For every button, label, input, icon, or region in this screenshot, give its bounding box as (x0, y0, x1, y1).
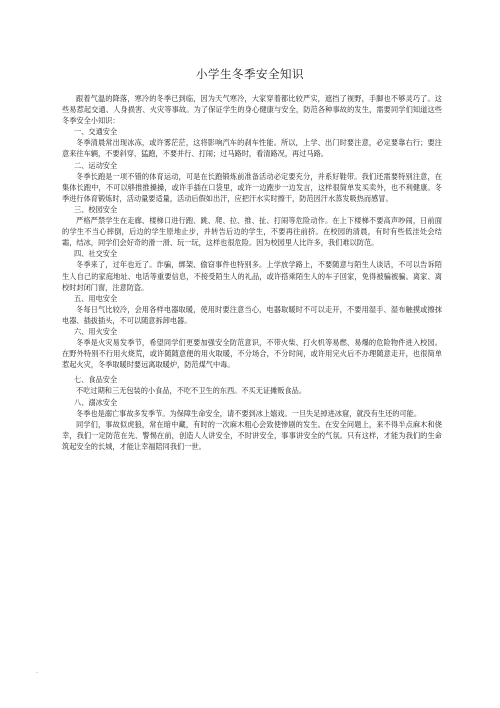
section-body-sports: 冬季长跑是一项不错的体育运动，可是在长跑锻炼前准备活动必定要充分，并系好鞋带。我们还需要特别注意，在集体长跑中，不可以够推推搡搡，或许手插在口袋里，或许一边跑步一边发言，这样很简单发买卖外，也不利健康。冬季进行体育锻炼时，活动量要适量，活动后假如出汗，应把汗水实时擦干，防范因汗水蒸发吸热而感冒。 (62, 171, 442, 203)
section-body-social: 冬季来了，过年也近了。诈骗，绑架、偷窃事件也特别多。上学放学路上，不要随意与陌生人谈话，不可以告诉陌生人自己的家庭地址、电话等重要信息，不接受陌生人的礼品，或许搭乘陌生人的车子回家，免得被骗被骗。离家、离校时封闭门窗，注意防盗。 (62, 260, 442, 292)
section-body-food: 不吃过期和三无包装的小食品，不吃不卫生的东西。不买无证摊贩食品。 (76, 386, 307, 396)
section-heading-sports: 二、运动安全 (74, 160, 118, 170)
closing-paragraph: 同学们，事故似虎狼，常在暗中藏，有时的一次麻木粗心会致使惨剧的发生。在安全问题上，来不得半点麻木和侥幸，我们一定防范在先、警惕在前，创造人人讲安全，不时讲安全，事事讲安全的气氛。只有这样，才能为我们的生命筑起安全的长城，才能让幸福陪同我们一世。 (62, 419, 442, 451)
section-body-campus: 严格严禁学生在走廊、楼梯口进行跑、跳、爬、拉、推、扯、打闹等危险动作。在上下楼梯不要高声吵闹，日前面的学生不当心摔倒，后边的学生原地止步，并转告后边的学生，不要再往前挤。在校园的清晨，有时有些低洼处会结霜，结冰，同学们会好奇的滑一滑、玩一玩，这样也很危险。因为校园里人比许多，我们难以防范。 (62, 216, 442, 248)
document-body (62, 93, 442, 452)
section-heading-campus: 三、校园安全 (74, 204, 118, 214)
footer-mark: . (36, 668, 38, 675)
intro-paragraph: 跟着气温的降落，寒冷的冬季已到临，因为天气寒冷，大家穿着都比较严实，遮挡了视野，手脚也不够灵巧了。这些易惹起交通、人身损害、火灾等事故。为了保证学生的身心健康与安全，防范各种事故的发生，需要同学们知道这些冬季安全小知识： (62, 94, 442, 126)
section-heading-food: 七、食品安全 (74, 375, 118, 385)
section-heading-fire: 六、用火安全 (74, 326, 118, 336)
section-body-electricity: 冬每日气比较冷，会用各样电器取暖，使用时要注意当心，电器取暖时不可以走开，不要用湿手、湿布触摸或擦抹电器、插拔插头，不可以随意拆卸电器。 (62, 304, 442, 325)
section-body-traffic: 冬季清晨常出现冰冻，或许雾茫茫，这将影响汽车的刹车性能。所以，上学、出门时要注意，必定要靠右行；要注意来往车辆，不要斜穿、猛跑，不要并行、打闹；过马路时，看清路况，再过马路。 (62, 138, 442, 159)
section-body-ice: 冬季也是溺亡事故多发季节。为保障生命安全，请不要到冰上嬉戏。一旦失足掉进冰窟，就没有生还的可能。 (76, 408, 422, 418)
section-heading-traffic: 一、交通安全 (74, 127, 118, 137)
section-body-fire: 冬季是火灾易发季节，希望同学们更要加强安全防范意识，不带火柴、打火机等易燃、易爆的危险物件进入校园。在野外特别不行用火烧荒，或许随随意便的用火取暖，不分场合，不分时间，或许用完火后不办理随意走开，也很简单惹起火灾，冬季取暖时要远离取暖炉，防范煤气中毒。 (62, 338, 442, 370)
section-heading-ice: 八、溺冰安全 (74, 397, 118, 407)
section-heading-electricity: 五、用电安全 (74, 293, 118, 303)
section-heading-social: 四、社交安全 (74, 249, 118, 259)
document-title: 小学生冬季安全知识 (196, 67, 304, 81)
